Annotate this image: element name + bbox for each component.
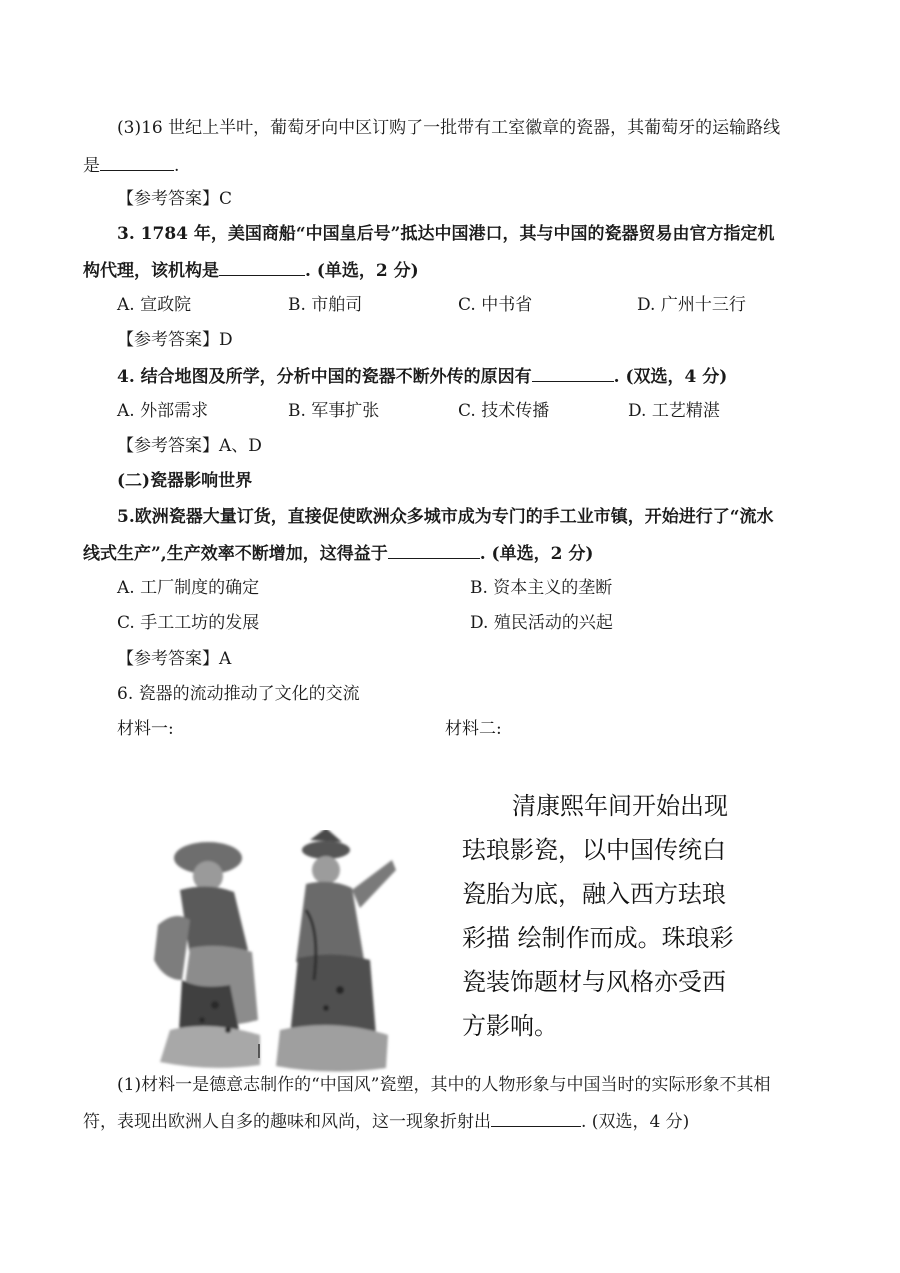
q6-title: 6. 瓷器的流动推动了文化的交流 [117, 684, 360, 704]
q4-line1-suffix: . (双选，4 分) [613, 367, 728, 387]
q3-answer: 【参考答案】D [117, 330, 233, 350]
q5-line2-suffix: . (单选，2 分) [479, 544, 594, 564]
material1-label: 材料一: [117, 719, 174, 739]
q3-option-c: C. 中书省 [458, 295, 533, 315]
q3-sub-line1: (3)16 世纪上半叶，葡萄牙向中区订购了一批带有工室徽章的瓷器，其葡萄牙的运输路线 [117, 118, 781, 138]
q3-sub-line2-prefix: 是 [83, 156, 100, 176]
material2-text [462, 784, 782, 1048]
q6-sub1-line1: (1)材料一是德意志制作的“中国风”瓷塑，其中的人物形象与中国当时的实际形象不其相 [117, 1075, 771, 1095]
material2-label: 材料二: [445, 719, 502, 739]
q3-line2 [83, 257, 419, 283]
answer-blank [388, 540, 480, 559]
q5-option-b: B. 资本主义的垄断 [470, 578, 613, 598]
q3-option-d: D. 广州十三行 [637, 295, 746, 315]
q4-line1-prefix: 4. 结合地图及所学，分析中国的瓷器不断外传的原因有 [117, 367, 532, 387]
q5-line2-prefix: 线式生产”,生产效率不断增加，这得益于 [83, 544, 388, 564]
q3-sub-line2-suffix: . [174, 156, 180, 176]
answer-sub3: 【参考答案】C [117, 189, 233, 209]
q3-sub-line2 [83, 152, 179, 178]
answer-blank [532, 363, 614, 382]
q5-option-c: C. 手工工坊的发展 [117, 613, 260, 633]
q3-option-b: B. 市舶司 [288, 295, 363, 315]
section2-title: (二)瓷器影响世界 [117, 471, 253, 491]
porcelain-figurines-image [130, 830, 400, 1075]
q3-line1: 3. 1784 年，美国商船“中国皇后号”抵达中国港口，其与中国的瓷器贸易由官方指定机 [117, 224, 775, 244]
q4-option-c: C. 技术传播 [458, 401, 550, 421]
answer-blank [219, 257, 305, 276]
q5-line1: 5.欧洲瓷器大量订货，直接促使欧洲众多城市成为专门的手工业市镇，开始进行了“流水 [117, 507, 774, 527]
q6-sub1-line2-prefix: 符，表现出欧洲人自多的趣味和风尚，这一现象折射出 [83, 1112, 491, 1132]
q4-option-b: B. 军事扩张 [288, 401, 380, 421]
q5-line2 [83, 540, 593, 566]
q6-sub1-line2-suffix: . (双选，4 分) [581, 1112, 690, 1132]
q5-option-d: D. 殖民活动的兴起 [470, 613, 613, 633]
q3-option-a: A. 宣政院 [117, 295, 192, 315]
q3-line2-suffix: . (单选，2 分) [305, 261, 419, 281]
answer-blank [100, 152, 174, 171]
q5-answer: 【参考答案】A [117, 649, 232, 669]
q6-sub1-line2 [83, 1108, 689, 1134]
q4-answer: 【参考答案】A、D [117, 436, 262, 456]
q5-option-a: A. 工厂制度的确定 [117, 578, 260, 598]
material2-line-5: 瓷装饰题材与风格亦受西 [462, 968, 726, 996]
answer-blank [491, 1108, 581, 1127]
material2-line-3: 瓷胎为底，融入西方珐琅 [462, 880, 726, 908]
material2-line-1: 清康熙年间开始出现 [512, 792, 728, 820]
q4-option-d: D. 工艺精湛 [628, 401, 720, 421]
material2-line-6: 方影响。 [462, 1012, 558, 1040]
material2-line-4: 彩描 绘制作而成。珠琅彩 [462, 924, 734, 952]
material2-line-2: 珐琅影瓷，以中国传统白 [462, 836, 726, 864]
q4-line1 [117, 363, 727, 389]
q3-line2-prefix: 构代理，该机构是 [83, 261, 219, 281]
q4-option-a: A. 外部需求 [117, 401, 209, 421]
